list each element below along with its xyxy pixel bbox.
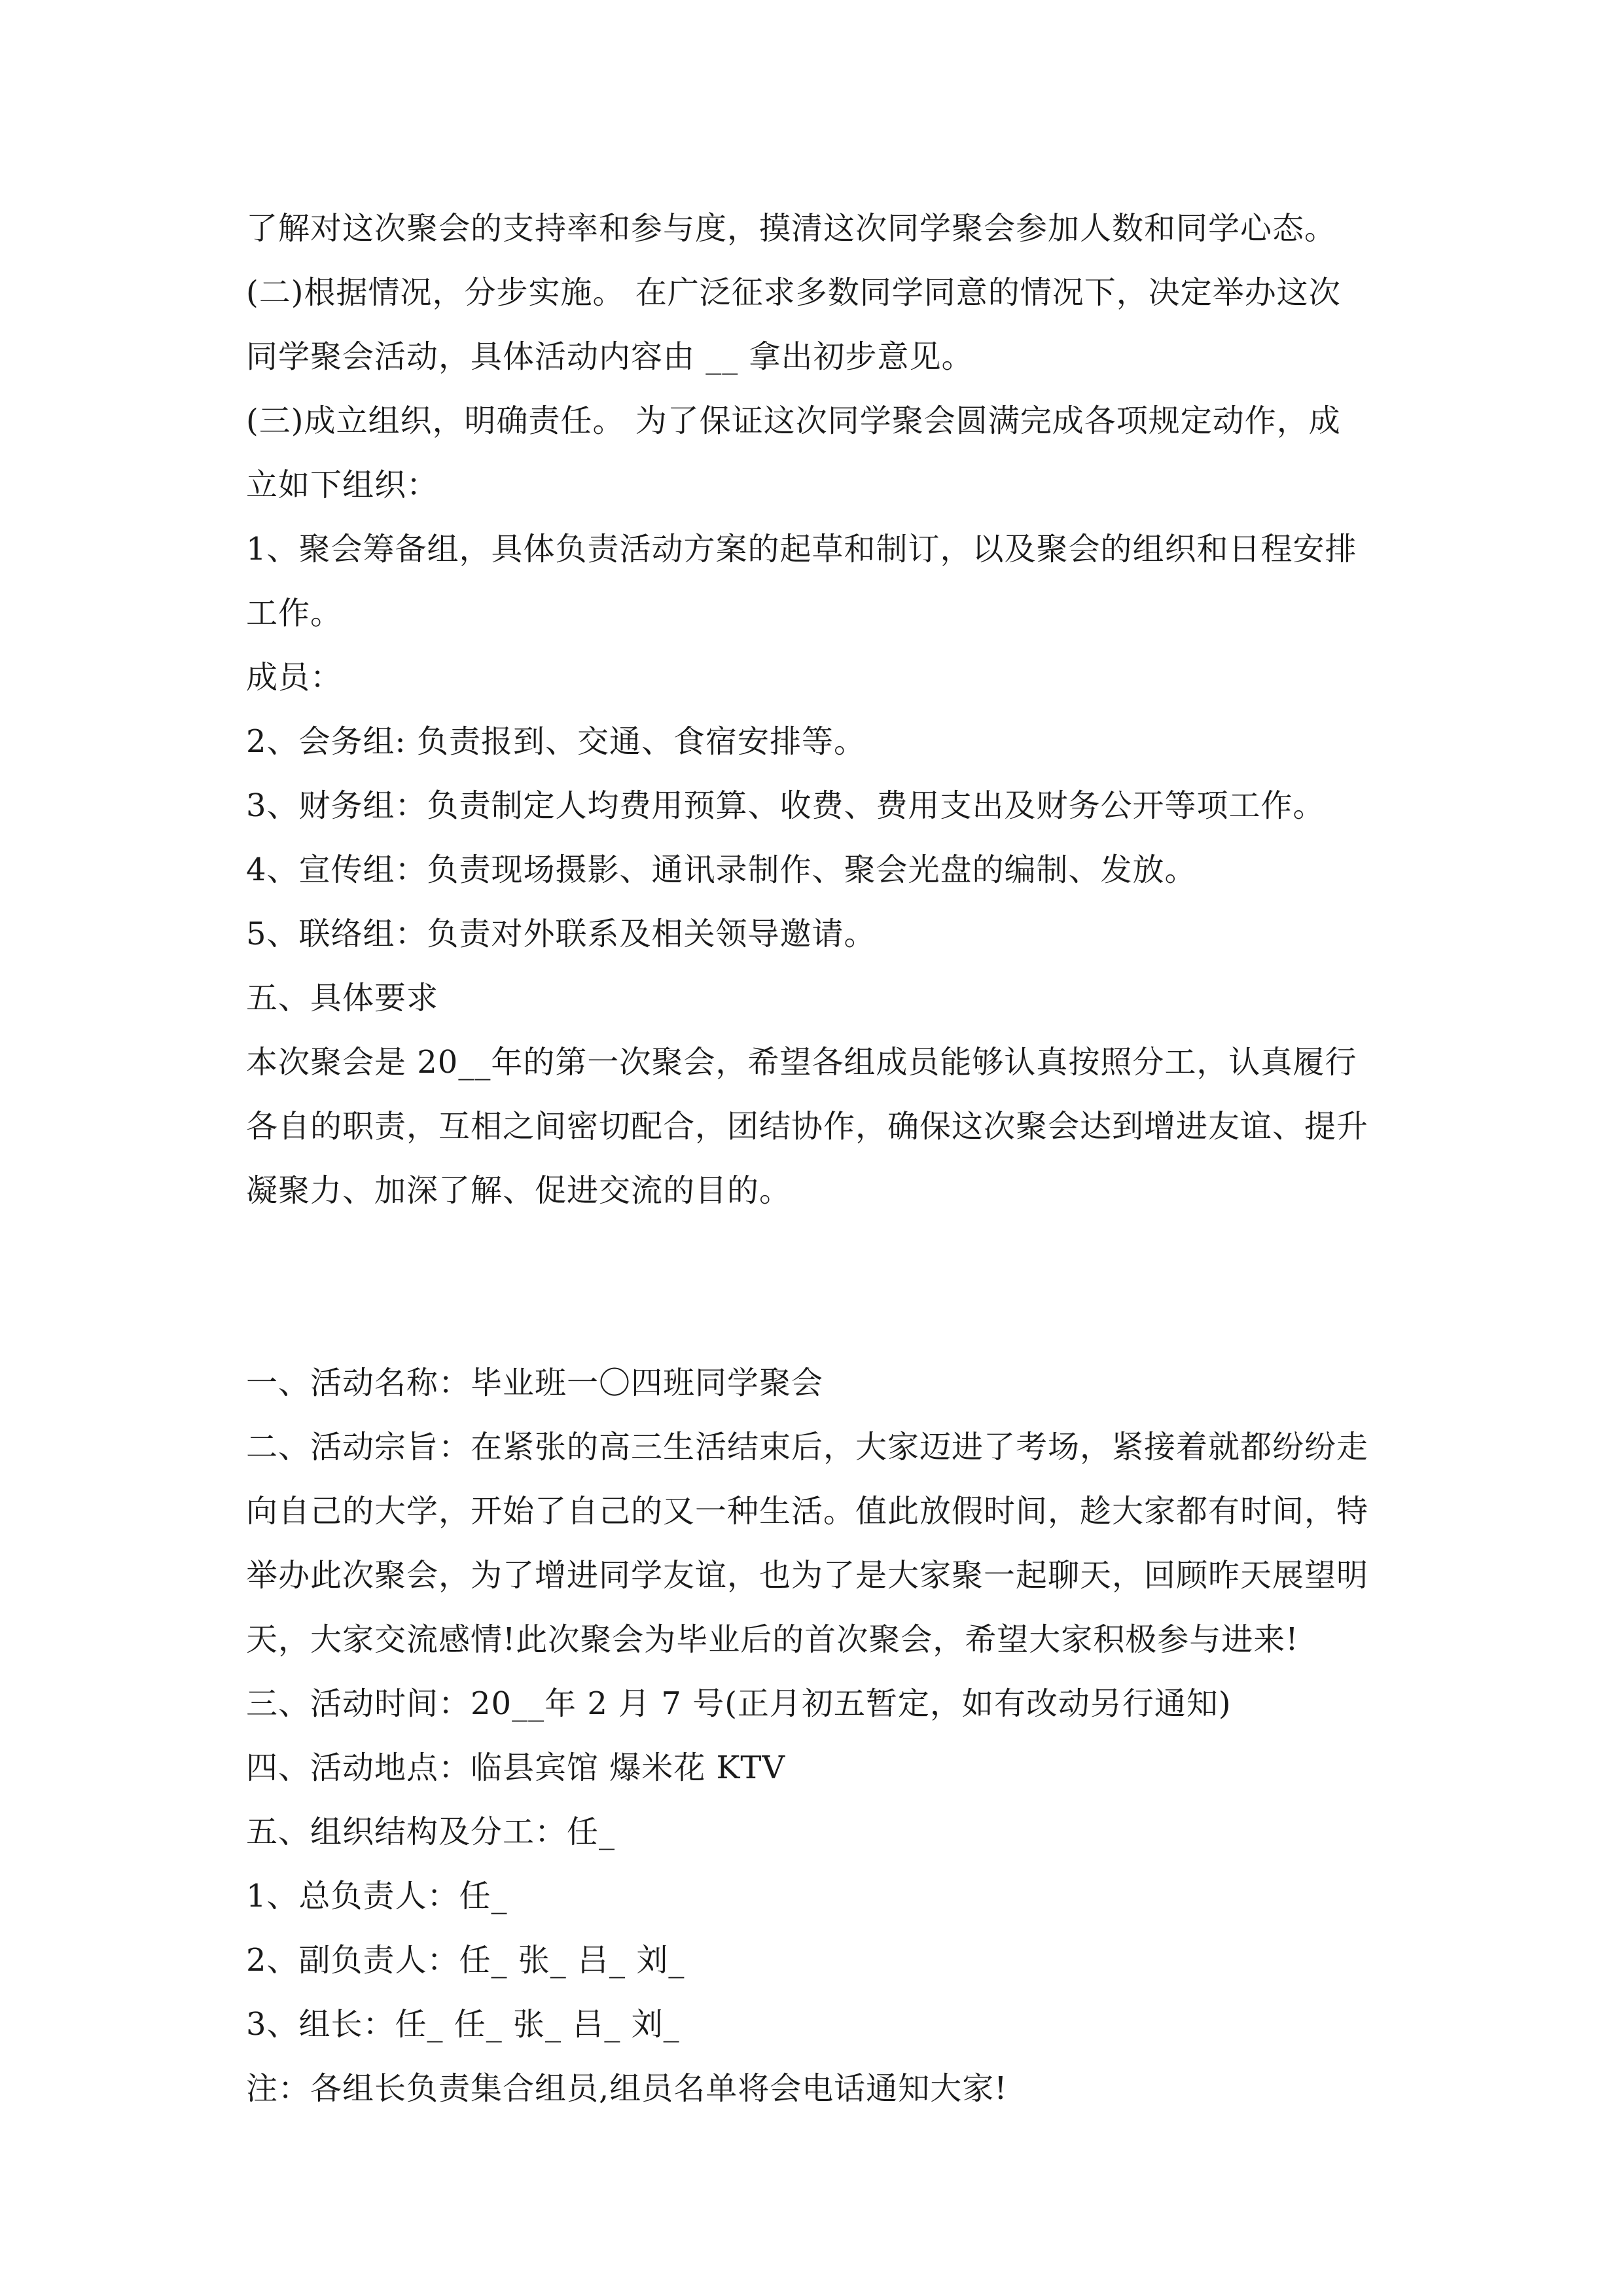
text-line: 4、宣传组：负责现场摄影、通讯录制作、聚会光盘的编制、发放。 [246,852,1197,888]
text-line: 二、活动宗旨：在紧张的高三生活结束后，大家迈进了考场，紧接着就都纷纷走 [246,1429,1369,1465]
text-line: 了解对这次聚会的支持率和参与度，摸清这次同学聚会参加人数和同学心态。 [246,210,1337,247]
text-line: 5、联络组：负责对外联系及相关领导邀请。 [246,916,876,952]
text-line: 凝聚力、加深了解、促进交流的目的。 [246,1172,792,1209]
text-line: (二)根据情况，分步实施。 在广泛征求多数同学同意的情况下，决定举办这次 [246,274,1341,311]
text-line: 举办此次聚会，为了增进同学友谊，也为了是大家聚一起聊天，回顾昨天展望明 [246,1557,1369,1594]
text-line: 向自己的大学，开始了自己的又一种生活。值此放假时间，趁大家都有时间，特 [246,1493,1369,1530]
text-line: 五、组织结构及分工：任_ [246,1814,616,1850]
text-line: 天，大家交流感情!此次聚会为毕业后的首次聚会，希望大家积极参与进来! [246,1621,1299,1658]
text-line: 三、活动时间：20__年 2 月 7 号(正月初五暂定，如有改动另行通知) [246,1685,1232,1722]
text-line: 一、活动名称：毕业班一〇四班同学聚会 [246,1365,824,1401]
text-line: 1、聚会筹备组，具体负责活动方案的起草和制订，以及聚会的组织和日程安排 [246,531,1357,567]
text-line: 立如下组织： [246,467,439,503]
text-line: 工作。 [246,595,343,632]
text-line: 3、组长：任_ 任_ 张_ 吕_ 刘_ [246,2006,680,2043]
text-line: 2、副负责人：任_ 张_ 吕_ 刘_ [246,1942,685,1979]
text-line: (三)成立组织，明确责任。 为了保证这次同学聚会圆满完成各项规定动作，成 [246,403,1341,439]
text-line: 成员： [246,659,343,696]
text-line: 3、财务组：负责制定人均费用预算、收费、费用支出及财务公开等项工作。 [246,787,1325,824]
text-line: 四、活动地点：临县宾馆 爆米花 KTV [246,1749,786,1786]
text-line: 2、会务组: 负责报到、交通、食宿安排等。 [246,723,866,760]
section-heading: 五、具体要求 [246,980,439,1016]
document-body [246,196,1385,2121]
text-line: 本次聚会是 20__年的第一次聚会，希望各组成员能够认真按照分工，认真履行 [246,1044,1357,1081]
text-line: 各自的职责，互相之间密切配合，团结协作，确保这次聚会达到增进友谊、提升 [246,1108,1369,1145]
text-line: 同学聚会活动，具体活动内容由 __ 拿出初步意见。 [246,338,974,375]
text-line: 注：各组长负责集合组员,组员名单将会电话通知大家! [246,2070,1008,2107]
text-line: 1、总负责人：任_ [246,1878,508,1914]
section-gap [246,1223,1385,1351]
